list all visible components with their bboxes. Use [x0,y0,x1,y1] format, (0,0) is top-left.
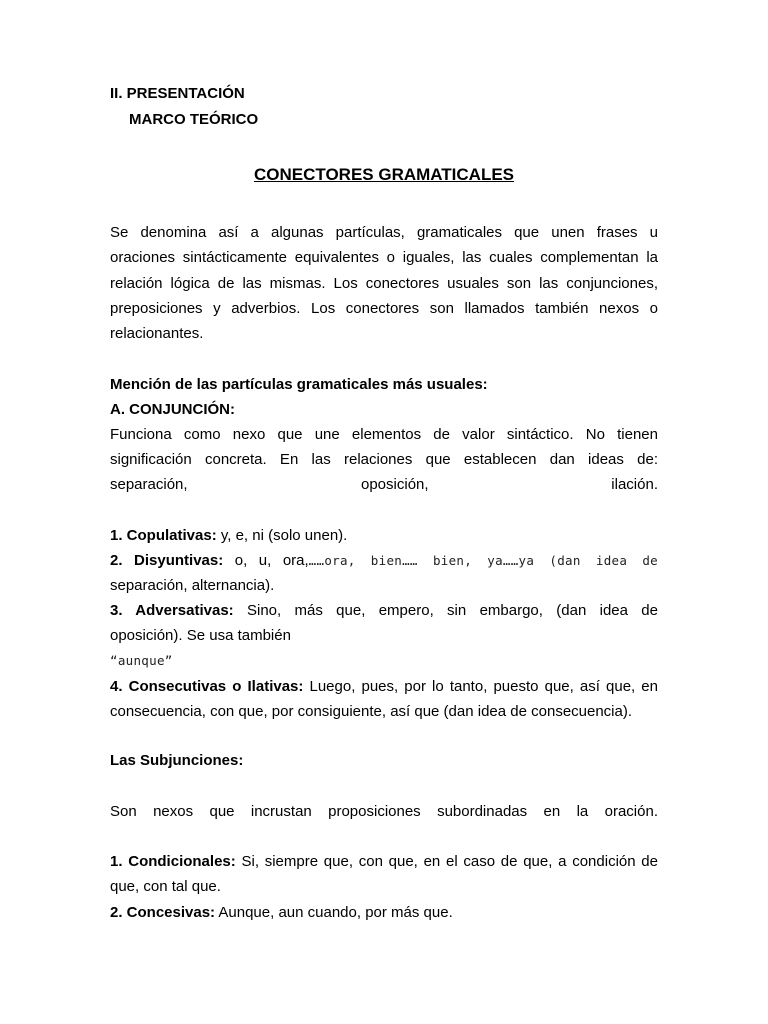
conjuncion-heading: A. CONJUNCIÓN: [110,401,236,418]
ilacion-word: ilación. [611,476,658,493]
disyuntivas-text: o, u, ora, [223,552,309,569]
condicionales-text: Si, siempre que, con que, en el caso de que, a condición de [235,853,658,870]
intro-line-2: oraciones sintácticamente equivalentes o iguales, las cuales complementan la [110,249,658,266]
condicionales-item [110,853,658,871]
intro-line-3: relación lógica de las mismas. Los conectores usuales son las conjunciones, [110,275,658,292]
conjuncion-line-2: significación concreta. En las relaciones que establecen dan ideas de: [110,451,658,468]
condicionales-label: 1. Condicionales: [110,853,236,870]
consecutivas-cont: consecuencia, con que, por consiguiente, así que (dan idea de consecuencia). [110,703,633,720]
oposicion-word: oposición, [361,476,429,493]
consecutivas-text: Luego, pues, por lo tanto, puesto que, así que, en [303,678,658,695]
consecutivas-item [110,678,658,696]
intro-line-1: Se denomina así a algunas partículas, gramaticales que unen frases u [110,224,658,241]
adversativas-cont: oposición). Se usa también [110,627,291,644]
adversativas-item [110,602,658,620]
concesivas-text: Aunque, aun cuando, por más que. [215,904,453,921]
adversativas-label: 3. Adversativas: [110,602,234,619]
adversativas-text: Sino, más que, empero, sin embargo, (dan idea de [233,602,658,619]
concesivas-label: 2. Concesivas: [110,904,216,921]
disyuntivas-label: 2. Disyuntivas: [110,552,224,569]
section-heading: II. PRESENTACIÓN [110,85,245,102]
separacion-word: separación, [110,476,188,493]
disyuntivas-text-mono: ……ora, bien…… bien, ya……ya (dan idea de [308,553,658,568]
page-title: CONECTORES GRAMATICALES [253,165,515,184]
subjunciones-description: Son nexos que incrustan proposiciones subordinadas en la oración. [110,803,658,820]
condicionales-cont: que, con tal que. [110,878,221,895]
consecutivas-label: 4. Consecutivas o Ilativas: [110,678,304,695]
conjuncion-line-1: Funciona como nexo que une elementos de valor sintáctico. No tienen [110,426,658,443]
disyuntivas-cont: separación, alternancia). [110,577,275,594]
subjunciones-heading: Las Subjunciones: [110,752,244,769]
subsection-heading: MARCO TEÓRICO [129,111,259,128]
intro-line-5: relacionantes. [110,325,204,342]
intro-line-4: preposiciones y adverbios. Los conectores son llamados también nexos o [110,300,658,317]
adversativas-extra: “aunque” [110,653,173,668]
copulativas-label: 1. Copulativas: [110,527,217,544]
mention-heading: Mención de las partículas gramaticales más usuales: [110,376,488,393]
concesivas-item [110,904,453,922]
disyuntivas-item [110,552,658,570]
copulativas-item [110,527,347,545]
copulativas-text: y, e, ni (solo unen). [216,527,348,544]
